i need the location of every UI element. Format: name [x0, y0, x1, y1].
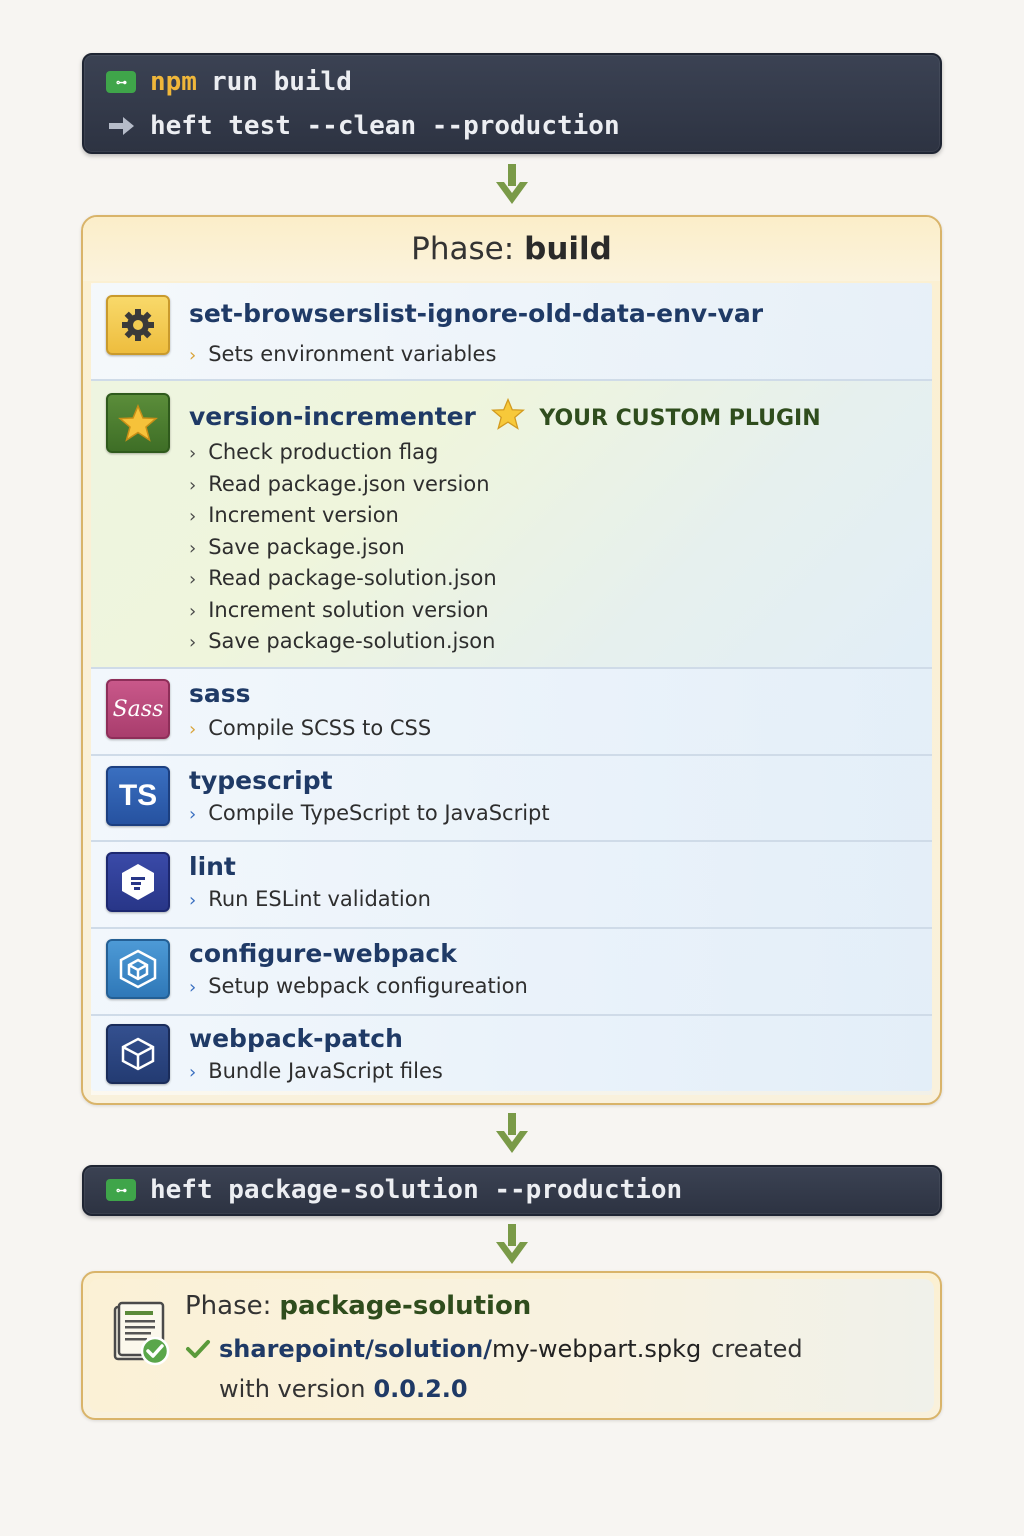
star-badge-icon: [491, 397, 525, 431]
right-arrow-icon: [106, 115, 136, 137]
chevron-right-icon: ›: [189, 632, 197, 653]
command-line-heft-test: [106, 111, 620, 141]
step-subtasks: [189, 971, 528, 1003]
list-item: › Compile SCSS to CSS: [189, 716, 432, 740]
list-item: › Read package.json version: [189, 471, 490, 496]
chevron-right-icon: ›: [189, 804, 197, 825]
step-webpack-patch: [91, 1016, 932, 1095]
chevron-right-icon: ›: [189, 443, 197, 464]
webpack-cube-icon: [106, 939, 170, 999]
version-number: 0.0.2.0: [373, 1375, 468, 1403]
step-title: lint: [189, 852, 236, 881]
command-line-npm: [106, 67, 352, 97]
down-arrow-icon: [494, 1224, 530, 1266]
chevron-right-icon: ›: [189, 569, 197, 590]
package-phase-title: Phase: package-solution: [185, 1291, 532, 1321]
lint-icon: [106, 852, 170, 912]
list-item: › Compile TypeScript to JavaScript: [189, 801, 550, 825]
list-item: › Bundle JavaScript files: [189, 1059, 443, 1083]
step-subtasks: [189, 884, 431, 916]
chevron-right-icon: ›: [189, 506, 197, 527]
step-title: webpack-patch: [189, 1024, 403, 1053]
created-text: created: [711, 1335, 803, 1363]
list-item: › Setup webpack configureation: [189, 974, 528, 998]
sass-icon: Sass: [106, 679, 170, 739]
package-version-line: with version 0.0.2.0: [219, 1375, 468, 1403]
typescript-icon: TS: [106, 766, 170, 826]
step-subtasks: [189, 437, 497, 658]
list-item: › Check production flag: [189, 440, 439, 464]
chevron-right-icon: ›: [189, 600, 197, 622]
terminal-prompt-icon: ⊶: [106, 71, 136, 93]
chevron-right-icon: ›: [189, 890, 197, 911]
chevron-right-icon: ›: [189, 719, 197, 740]
step-sass: [91, 669, 932, 756]
phase-name: build: [524, 231, 612, 267]
build-steps-list: [91, 283, 932, 1091]
chevron-right-icon: ›: [189, 345, 197, 366]
package-solution-content: [89, 1279, 934, 1412]
list-item: › Save package.json: [189, 534, 405, 559]
step-title: version-incrementer YOUR CUSTOM PLUGIN: [189, 397, 821, 431]
down-arrow-icon: [494, 164, 530, 206]
package-solution-phase-panel: [81, 1271, 942, 1420]
step-title: configure-webpack: [189, 939, 457, 968]
step-title: set-browserslist-ignore-old-data-env-var: [189, 299, 764, 328]
heft-test-command-text: heft test --clean --production: [150, 111, 620, 141]
list-item: › Increment solution version: [189, 597, 489, 622]
package-result-line: [185, 1335, 803, 1363]
list-item: › Save package-solution.json: [189, 629, 496, 653]
package-path: sharepoint/solution/my-webpart.spkg: [219, 1335, 702, 1363]
step-subtasks: [189, 1056, 443, 1088]
package-command-text: heft package-solution --production: [150, 1175, 683, 1205]
document-check-icon: [111, 1301, 173, 1367]
terminal-prompt-icon: ⊶: [106, 1179, 136, 1201]
npm-keyword: npm: [150, 67, 197, 97]
list-item: › Run ESLint validation: [189, 887, 431, 911]
build-phase-panel: [81, 215, 942, 1105]
list-item: › Read package-solution.json: [189, 566, 497, 590]
step-title: sass: [189, 679, 251, 708]
list-item: › Increment version: [189, 503, 399, 527]
down-arrow-icon: [494, 1113, 530, 1155]
list-item: › Sets environment variables: [189, 342, 497, 366]
npm-command-text: run build: [210, 67, 352, 97]
command-line-package-solution: [106, 1175, 682, 1205]
step-typescript: [91, 756, 932, 842]
custom-plugin-tag: YOUR CUSTOM PLUGIN: [539, 406, 821, 431]
step-subtasks: [189, 339, 496, 371]
step-subtasks: [189, 798, 550, 830]
step-set-browserslist: [91, 283, 932, 381]
package-command-terminal: [82, 1165, 942, 1216]
build-phase-header: [83, 217, 940, 281]
star-icon: [106, 393, 170, 453]
chevron-right-icon: ›: [189, 977, 197, 998]
build-command-terminal: [82, 53, 942, 154]
gear-icon: [106, 295, 170, 355]
checkmark-icon: [185, 1338, 211, 1360]
step-title: typescript: [189, 766, 333, 795]
chevron-right-icon: ›: [189, 1062, 197, 1083]
step-lint: [91, 842, 932, 929]
chevron-right-icon: ›: [189, 537, 197, 559]
chevron-right-icon: ›: [189, 474, 197, 496]
step-configure-webpack: [91, 929, 932, 1016]
phase-label: Phase:: [411, 231, 515, 267]
step-version-incrementer: [91, 381, 932, 669]
webpack-box-icon: [106, 1024, 170, 1084]
step-subtasks: [189, 713, 431, 745]
